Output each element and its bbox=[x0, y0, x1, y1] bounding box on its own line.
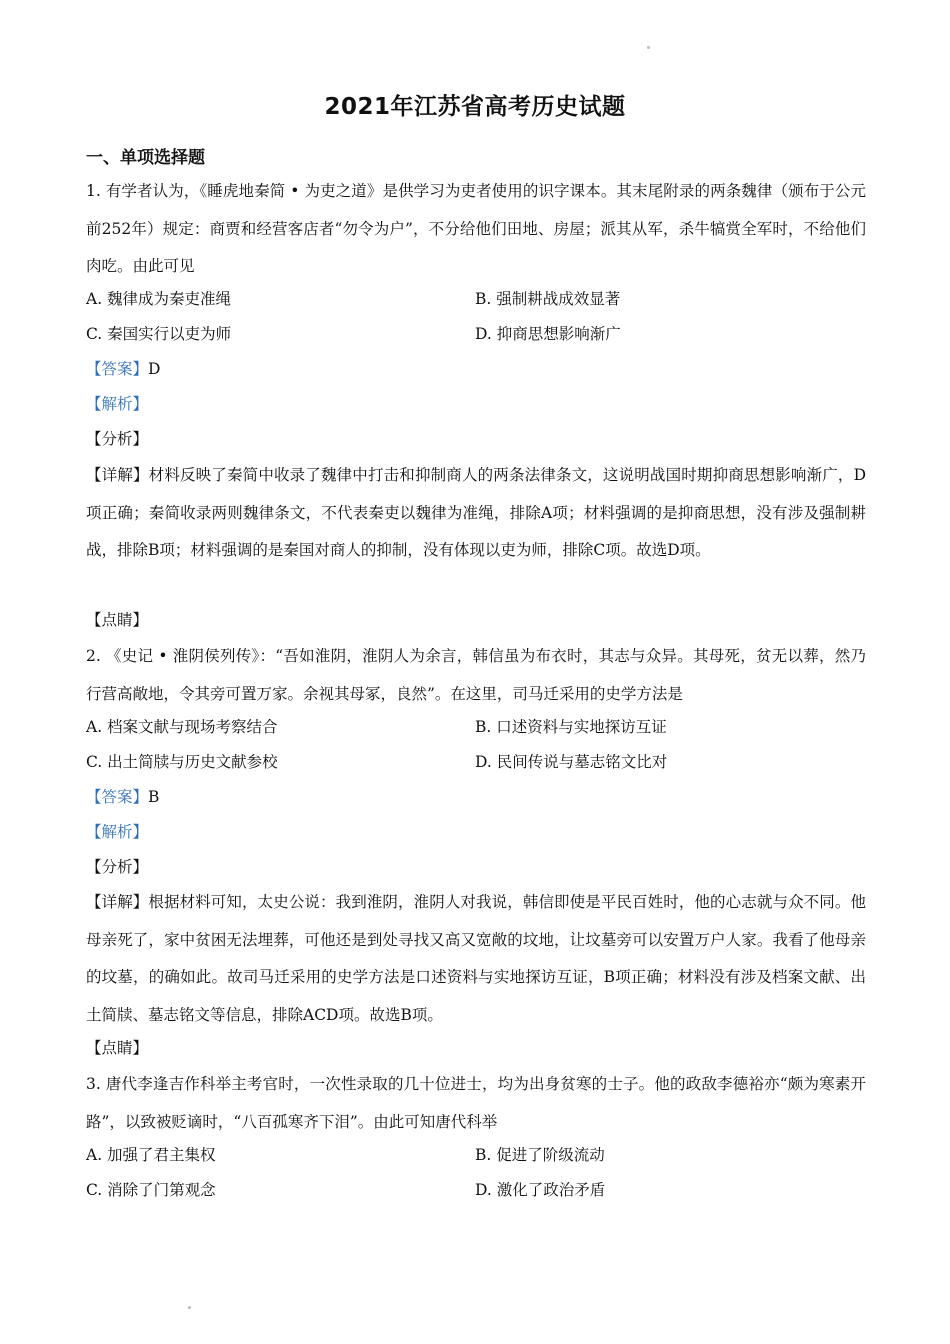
option-b: B. 促进了阶级流动 bbox=[475, 1146, 605, 1164]
page-title: 2021年江苏省高考历史试题 bbox=[324, 94, 626, 120]
question-2 bbox=[86, 638, 866, 713]
detail-text: 根据材料可知，太史公说：我到淮阴，淮阴人对我说，韩信即使是平民百姓时，他的心志就与众不同。他母亲死了，家中贫困无法埋葬，可他还是到处寻找又高又宽敞的坟地，让坟墓旁可以安置万户人家。我看了他母亲的坟墓，的确如此。故司马迁采用的史学方法是口述资料与实地探访互证，B项正确；材料没有涉及档案文献、出土简牍、墓志铭文等信息，排除ACD项。故选B项。 bbox=[86, 893, 866, 1024]
option-b: B. 口述资料与实地探访互证 bbox=[475, 718, 667, 736]
answer-label: 【答案】 bbox=[86, 360, 149, 378]
question-1-options bbox=[86, 282, 866, 457]
tip-label: 【点睛】 bbox=[86, 611, 149, 629]
question-2-options bbox=[86, 710, 866, 885]
option-a: A. 档案文献与现场考察结合 bbox=[86, 718, 278, 736]
answer-value: B bbox=[148, 788, 160, 806]
analysis-label: 【解析】 bbox=[86, 823, 149, 841]
option-c: C. 秦国实行以吏为师 bbox=[86, 325, 232, 343]
option-d: D. 激化了政治矛盾 bbox=[475, 1181, 606, 1199]
scan-speck bbox=[647, 46, 650, 49]
option-a: A. 加强了君主集权 bbox=[86, 1146, 216, 1164]
question-1 bbox=[86, 173, 866, 286]
tip-label: 【点睛】 bbox=[86, 1039, 149, 1057]
detail-label: 【详解】 bbox=[86, 466, 149, 484]
question-2-tip bbox=[86, 1031, 866, 1066]
answer-label: 【答案】 bbox=[86, 788, 149, 806]
question-3 bbox=[86, 1066, 866, 1141]
option-c: C. 消除了门第观念 bbox=[86, 1181, 216, 1199]
detail-label: 【详解】 bbox=[86, 893, 149, 911]
question-1-detail bbox=[86, 457, 866, 570]
option-b: B. 强制耕战成效显著 bbox=[475, 290, 621, 308]
question-2-detail bbox=[86, 884, 866, 1034]
option-d: D. 抑商思想影响渐广 bbox=[475, 325, 621, 343]
analyze-label: 【分析】 bbox=[86, 430, 149, 448]
question-stem: 2. 《史记 • 淮阴侯列传》：“吾如淮阴，淮阴人为余言，韩信虽为布衣时，其志与众异。其母死，贫无以葬，然乃行营高敞地，令其旁可置万家。余视其母冢，良然”。在这里，司马迁采用的史学方法是 bbox=[86, 647, 866, 703]
option-a: A. 魏律成为秦吏准绳 bbox=[86, 290, 232, 308]
answer-line bbox=[86, 780, 866, 815]
detail-text: 材料反映了秦简中收录了魏律中打击和抑制商人的两条法律条文，这说明战国时期抑商思想影响渐广，D项正确；秦简收录两则魏律条文，不代表秦吏以魏律为准绳，排除A项；材料强调的是抑商思想，没有涉及强制耕战，排除B项；材料强调的是秦国对商人的抑制，没有体现以吏为师，排除C项。故选D项。 bbox=[86, 466, 866, 559]
question-3-options bbox=[86, 1138, 866, 1208]
option-d: D. 民间传说与墓志铭文比对 bbox=[475, 753, 668, 771]
analysis-label: 【解析】 bbox=[86, 395, 149, 413]
question-stem: 3. 唐代李逢吉作科举主考官时，一次性录取的几十位进士，均为出身贫寒的士子。他的政敌李德裕亦“颇为寒素开路”，以致被贬谪时，“八百孤寒齐下泪”。由此可知唐代科举 bbox=[86, 1075, 866, 1131]
option-c: C. 出土简牍与历史文献参校 bbox=[86, 753, 278, 771]
answer-line bbox=[86, 352, 866, 387]
question-stem: 1. 有学者认为，《睡虎地秦简 • 为吏之道》是供学习为吏者使用的识字课本。其末尾附录的两条魏律（颁布于公元前252年）规定：商贾和经营客店者“勿令为户”，不分给他们田地、房屋；派其从军，杀牛犒赏全军时，不给他们肉吃。由此可见 bbox=[86, 182, 866, 275]
analyze-label: 【分析】 bbox=[86, 858, 149, 876]
section-heading: 一、单项选择题 bbox=[86, 148, 205, 168]
question-1-tip bbox=[86, 603, 866, 638]
answer-value: D bbox=[148, 360, 161, 378]
scan-speck bbox=[188, 1306, 191, 1309]
